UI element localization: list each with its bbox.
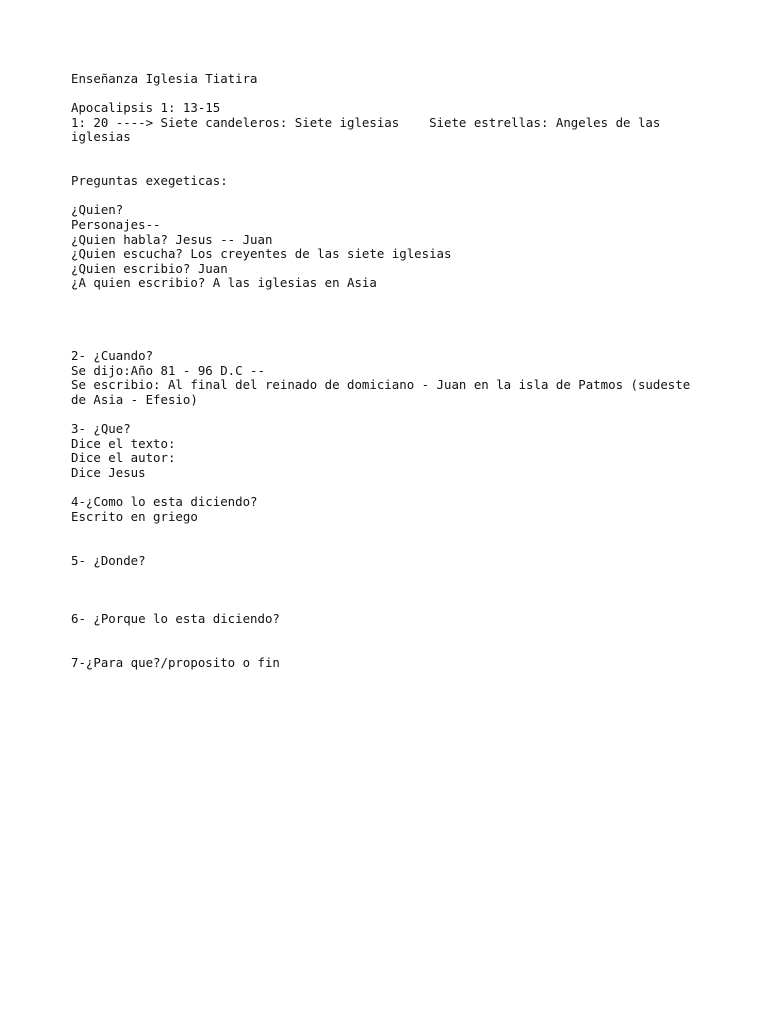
question-how-heading: 4-¿Como lo esta diciendo? [71, 494, 258, 510]
document-page [71, 72, 711, 670]
question-purpose-heading: 7-¿Para que?/proposito o fin [71, 654, 280, 670]
blank-line [71, 306, 711, 321]
verse-line: 1: 20 ----> Siete candeleros: Siete iglesias Siete estrellas: Angeles de las iglesias [71, 114, 668, 145]
blank-line [71, 568, 711, 583]
question-how-line: Escrito en griego [71, 508, 198, 524]
blank-line [71, 335, 711, 350]
document-title: Enseñanza Iglesia Tiatira [71, 71, 258, 86]
blank-line [71, 539, 711, 554]
blank-line [71, 641, 711, 656]
question-who-line: ¿Quien escucha? Los creyentes de las siete iglesias [71, 246, 452, 262]
question-who-line: ¿A quien escribio? A las iglesias en Asia [71, 275, 377, 291]
question-what-line: Dice el autor: [71, 450, 176, 466]
question-when-line: Se dijo:Año 81 - 96 D.C -- [71, 362, 265, 378]
blank-line [71, 481, 711, 496]
blank-line [71, 189, 711, 204]
question-where-heading: 5- ¿Donde? [71, 552, 146, 568]
blank-line [71, 145, 711, 160]
blank-line [71, 291, 711, 306]
question-who-heading: ¿Quien? [71, 202, 124, 218]
blank-line [71, 160, 711, 175]
question-when-heading: 2- ¿Cuando? [71, 348, 154, 364]
question-what-line: Dice Jesus [71, 465, 146, 481]
blank-line [71, 524, 711, 539]
exegetical-heading: Preguntas exegeticas: [71, 173, 228, 189]
blank-line [71, 408, 711, 423]
question-who-line: ¿Quien escribio? Juan [71, 260, 228, 276]
scripture-reference: Apocalipsis 1: 13-15 [71, 100, 221, 116]
blank-line [71, 583, 711, 598]
question-why-heading: 6- ¿Porque lo esta diciendo? [71, 610, 280, 626]
blank-line [71, 627, 711, 642]
question-who-line: ¿Quien habla? Jesus -- Juan [71, 231, 273, 247]
question-what-line: Dice el texto: [71, 435, 176, 451]
question-who-line: Personajes-- [71, 216, 161, 232]
blank-line [71, 597, 711, 612]
question-when-line: Se escribio: Al final del reinado de domiciano - Juan en la isla de Patmos (sudeste de Asia - Efesio) [71, 377, 698, 408]
blank-line [71, 320, 711, 335]
question-what-heading: 3- ¿Que? [71, 421, 131, 437]
blank-line [71, 87, 711, 102]
